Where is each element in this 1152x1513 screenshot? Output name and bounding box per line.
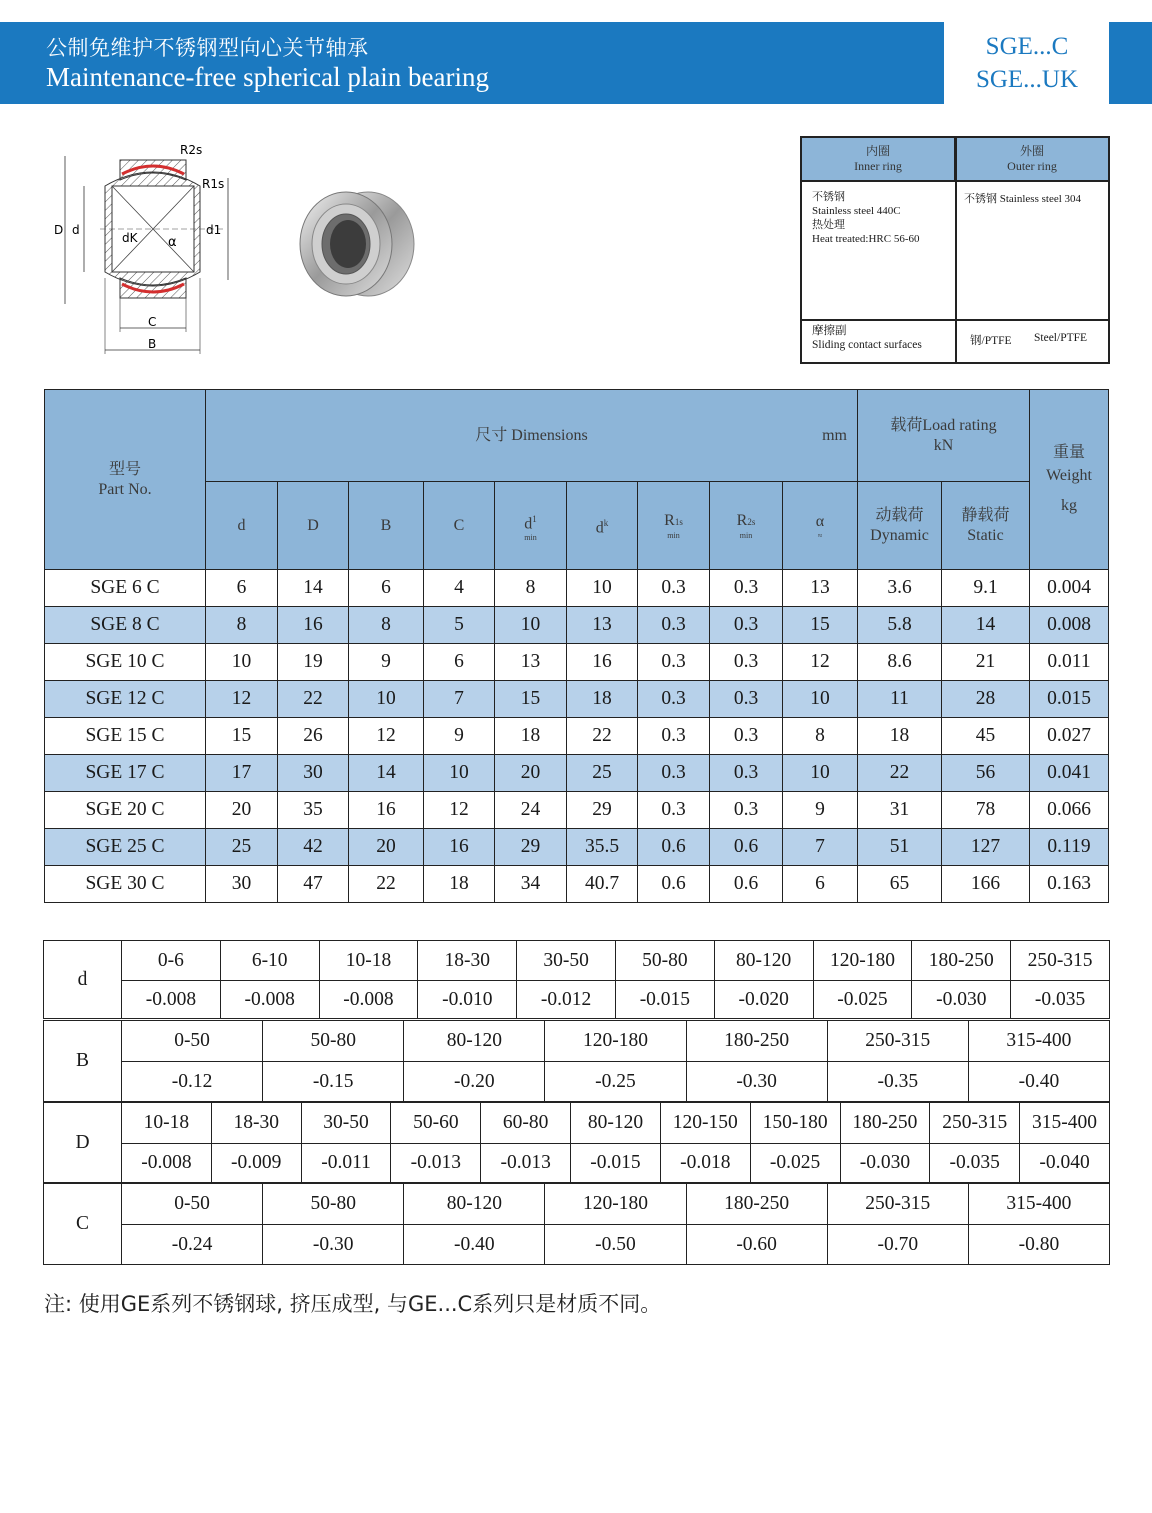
- table-cell: 6: [349, 570, 424, 607]
- table-cell: 12: [783, 644, 858, 681]
- part-number-cell: SGE 15 C: [45, 718, 206, 755]
- table-row: [45, 607, 1109, 644]
- tolerance-range-cell: 180-250: [686, 1184, 827, 1225]
- series-sge-uk: SGE...UK: [975, 66, 1079, 93]
- inner-ring-cn: 内圈: [865, 144, 890, 158]
- dimensions-label: 尺寸 Dimensions: [475, 426, 588, 444]
- tolerance-range-cell: 80-120: [404, 1021, 545, 1062]
- inner-mat-line: Stainless steel 440C: [812, 205, 901, 217]
- label-c: C: [148, 315, 157, 329]
- table-cell: 14: [278, 570, 349, 607]
- table-cell: 30: [278, 755, 349, 792]
- tolerance-range-cell: 0-6: [122, 941, 221, 981]
- tolerance-range-cell: 180-250: [912, 941, 1011, 981]
- outer-ring-header: [956, 138, 1108, 180]
- tolerance-table-d: [43, 940, 1110, 1019]
- part-number-cell: SGE 17 C: [45, 755, 206, 792]
- col-r2s-sup: 2s: [747, 517, 756, 527]
- tolerance-label: d: [44, 941, 122, 1019]
- tolerance-value-cell: -0.35: [827, 1062, 968, 1102]
- outer-ring-material: 不锈钢 Stainless steel 304: [964, 193, 1082, 205]
- tolerance-label: B: [44, 1021, 122, 1102]
- tolerance-value-cell: -0.035: [1011, 981, 1110, 1019]
- tolerance-value-row: [44, 1225, 1110, 1265]
- table-cell: 18: [495, 718, 567, 755]
- tolerance-value-cell: -0.30: [686, 1062, 827, 1102]
- sliding-cn: 摩擦副: [812, 325, 847, 337]
- tolerance-range-cell: 315-400: [1020, 1103, 1110, 1144]
- table-cell: 0.6: [638, 829, 710, 866]
- table-cell: 8: [495, 570, 567, 607]
- table-cell: 15: [783, 607, 858, 644]
- part-number-cell: SGE 30 C: [45, 866, 206, 903]
- table-cell: 0.3: [710, 792, 783, 829]
- table-cell: 0.004: [1030, 570, 1109, 607]
- table-cell: 9: [783, 792, 858, 829]
- weight-header: [1030, 390, 1109, 570]
- table-cell: 22: [349, 866, 424, 903]
- tolerance-range-row: [44, 1021, 1110, 1062]
- tolerance-value-cell: -0.010: [418, 981, 517, 1019]
- col-r1s-sub: min: [667, 531, 680, 540]
- table-cell: 34: [495, 866, 567, 903]
- tolerance-value-cell: -0.030: [840, 1144, 930, 1183]
- tolerance-value-row: [44, 1062, 1110, 1102]
- table-cell: 13: [567, 607, 638, 644]
- static-cn: 静载荷: [961, 506, 1010, 524]
- tolerance-range-cell: 250-315: [1011, 941, 1110, 981]
- table-cell: 10: [206, 644, 278, 681]
- tolerance-range-cell: 18-30: [211, 1103, 301, 1144]
- tolerance-range-cell: 250-315: [827, 1184, 968, 1225]
- table-cell: 22: [567, 718, 638, 755]
- col-outer-d: D: [278, 482, 349, 570]
- tolerance-range-cell: 10-18: [319, 941, 418, 981]
- tolerance-value-cell: -0.025: [750, 1144, 840, 1183]
- tolerance-range-cell: 10-18: [122, 1103, 212, 1144]
- tolerance-value-cell: -0.011: [301, 1144, 391, 1183]
- table-cell: 0.3: [638, 792, 710, 829]
- table-cell: 28: [942, 681, 1030, 718]
- outer-ring-cn: 外圈: [1019, 144, 1044, 158]
- tolerance-range-cell: 180-250: [840, 1103, 930, 1144]
- table-cell: 13: [495, 644, 567, 681]
- tolerance-range-row: [44, 1103, 1110, 1144]
- table-row: [45, 570, 1109, 607]
- tolerance-value-cell: -0.035: [930, 1144, 1020, 1183]
- outer-ring-en: Outer ring: [1007, 159, 1057, 173]
- tolerance-range-cell: 80-120: [714, 941, 813, 981]
- table-cell: 15: [206, 718, 278, 755]
- col-r2s-label: R: [736, 512, 748, 529]
- tolerance-range-cell: 80-120: [571, 1103, 661, 1144]
- label-outer-d: D: [54, 223, 64, 237]
- table-row: [45, 718, 1109, 755]
- table-cell: 78: [942, 792, 1030, 829]
- table-cell: 9.1: [942, 570, 1030, 607]
- col-r1s: [638, 482, 710, 570]
- bearing-cross-section-drawing: [50, 138, 280, 360]
- table-cell: 14: [349, 755, 424, 792]
- inner-mat-line: 热处理: [812, 219, 845, 231]
- table-cell: 0.3: [710, 570, 783, 607]
- table-cell: 16: [567, 644, 638, 681]
- table-cell: 8: [783, 718, 858, 755]
- table-cell: 24: [495, 792, 567, 829]
- table-cell: 5.8: [858, 607, 942, 644]
- part-no-en: Part No.: [98, 480, 152, 498]
- table-cell: 6: [424, 644, 495, 681]
- sliding-surfaces-label: [812, 324, 922, 352]
- table-cell: 25: [567, 755, 638, 792]
- tolerance-range-cell: 50-80: [615, 941, 714, 981]
- dimensions-table-body: [45, 570, 1109, 903]
- table-cell: 3.6: [858, 570, 942, 607]
- table-cell: 10: [783, 681, 858, 718]
- label-r2s: R2s: [180, 143, 203, 157]
- tolerance-label: C: [44, 1184, 122, 1265]
- label-b: B: [148, 337, 157, 351]
- right-accent-bar: [1109, 22, 1152, 104]
- tolerance-range-cell: 18-30: [418, 941, 517, 981]
- table-cell: 16: [349, 792, 424, 829]
- table-cell: 0.6: [710, 829, 783, 866]
- dimensions-table: [44, 389, 1109, 903]
- table-cell: 16: [278, 607, 349, 644]
- tolerance-value-cell: -0.015: [615, 981, 714, 1019]
- table-cell: 8.6: [858, 644, 942, 681]
- table-cell: 10: [424, 755, 495, 792]
- tolerance-value-cell: -0.12: [122, 1062, 263, 1102]
- table-cell: 7: [424, 681, 495, 718]
- dynamic-en: Dynamic: [870, 526, 929, 544]
- tolerance-value-cell: -0.70: [827, 1225, 968, 1265]
- dynamic-cn: 动载荷: [875, 506, 924, 524]
- part-number-cell: SGE 6 C: [45, 570, 206, 607]
- col-r1s-label: R: [664, 512, 675, 529]
- table-cell: 18: [858, 718, 942, 755]
- series-label: [952, 22, 1102, 104]
- table-cell: 6: [783, 866, 858, 903]
- tolerance-value-cell: -0.008: [319, 981, 418, 1019]
- tolerance-value-cell: -0.008: [122, 981, 221, 1019]
- tolerance-range-cell: 50-80: [263, 1021, 404, 1062]
- table-cell: 35.5: [567, 829, 638, 866]
- table-cell: 51: [858, 829, 942, 866]
- tolerance-label: D: [44, 1103, 122, 1183]
- col-r2s: [710, 482, 783, 570]
- tolerance-range-cell: 315-400: [968, 1021, 1109, 1062]
- tolerance-value-cell: -0.40: [968, 1062, 1109, 1102]
- table-cell: 0.011: [1030, 644, 1109, 681]
- col-b: B: [349, 482, 424, 570]
- inner-mat-line: Heat treated:HRC 56-60: [812, 233, 920, 245]
- label-dk: dK: [122, 231, 138, 245]
- table-cell: 4: [424, 570, 495, 607]
- table-cell: 5: [424, 607, 495, 644]
- table-cell: 20: [495, 755, 567, 792]
- divider: [955, 138, 957, 362]
- table-cell: 22: [278, 681, 349, 718]
- table-cell: 16: [424, 829, 495, 866]
- tolerance-range-cell: 60-80: [481, 1103, 571, 1144]
- table-cell: 47: [278, 866, 349, 903]
- col-d1-sup: 1: [532, 513, 537, 524]
- bearing-photo: [290, 178, 420, 308]
- table-cell: 12: [206, 681, 278, 718]
- part-no-cn: 型号: [108, 460, 141, 478]
- part-number-cell: SGE 10 C: [45, 644, 206, 681]
- col-dk: [567, 482, 638, 570]
- tolerance-range-row: [44, 941, 1110, 981]
- inner-mat-line: 不锈钢: [812, 191, 845, 203]
- tolerance-range-cell: 50-80: [263, 1184, 404, 1225]
- footnote: 注: 使用GE系列不锈钢球, 挤压成型, 与GE...C系列只是材质不同。: [44, 1292, 662, 1316]
- tolerance-range-cell: 120-180: [545, 1021, 686, 1062]
- table-cell: 15: [495, 681, 567, 718]
- table-cell: 0.041: [1030, 755, 1109, 792]
- sliding-en: Sliding contact surfaces: [812, 339, 922, 351]
- table-cell: 8: [206, 607, 278, 644]
- col-dk-label: d: [595, 519, 604, 537]
- table-cell: 31: [858, 792, 942, 829]
- tolerance-value-cell: -0.013: [391, 1144, 481, 1183]
- table-cell: 6: [206, 570, 278, 607]
- tolerance-value-cell: -0.15: [263, 1062, 404, 1102]
- label-r1s: R1s: [202, 177, 225, 191]
- tolerance-value-cell: -0.015: [571, 1144, 661, 1183]
- tolerance-table-c: [43, 1183, 1110, 1265]
- table-cell: 8: [349, 607, 424, 644]
- materials-table: [800, 136, 1110, 364]
- table-cell: 17: [206, 755, 278, 792]
- table-cell: 0.3: [638, 644, 710, 681]
- table-cell: 0.027: [1030, 718, 1109, 755]
- tolerance-value-cell: -0.30: [263, 1225, 404, 1265]
- part-no-header: [45, 390, 206, 570]
- table-cell: 12: [424, 792, 495, 829]
- col-r2s-sub: min: [739, 531, 753, 540]
- title-english: Maintenance-free spherical plain bearing: [46, 62, 490, 92]
- table-cell: 40.7: [567, 866, 638, 903]
- load-rating-header: [858, 390, 1030, 482]
- tolerance-value-cell: -0.020: [714, 981, 813, 1019]
- tolerance-value-cell: -0.20: [404, 1062, 545, 1102]
- tolerance-range-cell: 250-315: [930, 1103, 1020, 1144]
- inner-ring-material: [812, 190, 952, 246]
- load-rating-unit: kN: [933, 436, 954, 454]
- col-d: d: [206, 482, 278, 570]
- tolerance-range-cell: 315-400: [968, 1184, 1109, 1225]
- tolerance-range-cell: 120-180: [813, 941, 912, 981]
- tolerance-value-cell: -0.012: [517, 981, 616, 1019]
- table-cell: 26: [278, 718, 349, 755]
- table-cell: 0.3: [638, 570, 710, 607]
- table-cell: 30: [206, 866, 278, 903]
- tolerance-range-cell: 30-50: [301, 1103, 391, 1144]
- table-row: [45, 755, 1109, 792]
- dimensions-header: [206, 390, 858, 482]
- tolerance-value-cell: -0.008: [220, 981, 319, 1019]
- tolerance-range-cell: 50-60: [391, 1103, 481, 1144]
- table-cell: 35: [278, 792, 349, 829]
- table-cell: 0.119: [1030, 829, 1109, 866]
- table-cell: 9: [424, 718, 495, 755]
- table-row: [45, 792, 1109, 829]
- tolerance-range-cell: 6-10: [220, 941, 319, 981]
- table-cell: 0.6: [710, 866, 783, 903]
- tolerance-table-outer-d: [43, 1102, 1110, 1183]
- col-d1-label: d: [524, 515, 533, 533]
- table-cell: 19: [278, 644, 349, 681]
- table-cell: 0.3: [710, 755, 783, 792]
- tolerance-value-cell: -0.80: [968, 1225, 1109, 1265]
- tolerance-value-cell: -0.50: [545, 1225, 686, 1265]
- tolerance-value-cell: -0.25: [545, 1062, 686, 1102]
- col-alpha-sub: ≈: [817, 530, 823, 540]
- table-cell: 0.6: [638, 866, 710, 903]
- table-cell: 127: [942, 829, 1030, 866]
- sliding-material-en: Steel/PTFE: [1034, 332, 1088, 344]
- tolerance-value-cell: -0.009: [211, 1144, 301, 1183]
- table-cell: 9: [349, 644, 424, 681]
- load-rating-label: 载荷Load rating: [890, 416, 997, 434]
- table-cell: 56: [942, 755, 1030, 792]
- tolerance-range-cell: 120-150: [660, 1103, 750, 1144]
- tolerance-value-cell: -0.025: [813, 981, 912, 1019]
- table-cell: 14: [942, 607, 1030, 644]
- table-cell: 10: [349, 681, 424, 718]
- part-number-cell: SGE 12 C: [45, 681, 206, 718]
- table-cell: 0.3: [710, 681, 783, 718]
- sliding-material-cn: 钢/PTFE: [970, 335, 1012, 347]
- table-cell: 21: [942, 644, 1030, 681]
- table-cell: 7: [783, 829, 858, 866]
- tolerance-range-cell: 30-50: [517, 941, 616, 981]
- tolerance-value-cell: -0.40: [404, 1225, 545, 1265]
- inner-ring-header: [802, 138, 955, 180]
- table-cell: 0.3: [710, 718, 783, 755]
- table-cell: 0.3: [638, 681, 710, 718]
- table-cell: 18: [424, 866, 495, 903]
- table-cell: 20: [206, 792, 278, 829]
- tolerance-value-cell: -0.018: [660, 1144, 750, 1183]
- tolerance-value-row: [44, 1144, 1110, 1183]
- table-cell: 29: [495, 829, 567, 866]
- table-cell: 12: [349, 718, 424, 755]
- table-cell: 0.3: [638, 718, 710, 755]
- table-cell: 10: [783, 755, 858, 792]
- tolerance-value-cell: -0.013: [481, 1144, 571, 1183]
- label-bore-d: d: [72, 223, 80, 237]
- table-cell: 22: [858, 755, 942, 792]
- table-cell: 42: [278, 829, 349, 866]
- tolerance-value-cell: -0.040: [1020, 1144, 1110, 1183]
- col-alpha-label: α: [815, 512, 825, 530]
- table-cell: 25: [206, 829, 278, 866]
- series-sge-c: SGE...C: [985, 33, 1069, 60]
- inner-ring-en: Inner ring: [854, 159, 902, 173]
- tolerance-value-cell: -0.24: [122, 1225, 263, 1265]
- tolerance-range-cell: 0-50: [122, 1184, 263, 1225]
- table-cell: 29: [567, 792, 638, 829]
- col-d1: [495, 482, 567, 570]
- table-cell: 0.008: [1030, 607, 1109, 644]
- table-row: [45, 681, 1109, 718]
- table-cell: 10: [495, 607, 567, 644]
- tolerance-value-cell: -0.008: [122, 1144, 212, 1183]
- weight-cn: 重量: [1052, 444, 1085, 461]
- tolerance-range-cell: 150-180: [750, 1103, 840, 1144]
- tolerance-range-row: [44, 1184, 1110, 1225]
- table-cell: 166: [942, 866, 1030, 903]
- weight-unit: kg: [1061, 497, 1077, 514]
- table-cell: 65: [858, 866, 942, 903]
- table-cell: 10: [567, 570, 638, 607]
- part-number-cell: SGE 8 C: [45, 607, 206, 644]
- title-chinese: 公制免维护不锈钢型向心关节轴承: [46, 36, 369, 60]
- table-cell: 0.163: [1030, 866, 1109, 903]
- tolerance-range-cell: 0-50: [122, 1021, 263, 1062]
- part-number-cell: SGE 25 C: [45, 829, 206, 866]
- tolerance-value-row: [44, 981, 1110, 1019]
- tolerance-range-cell: 250-315: [827, 1021, 968, 1062]
- tolerance-value-cell: -0.030: [912, 981, 1011, 1019]
- col-alpha: [783, 482, 858, 570]
- table-cell: 0.3: [710, 607, 783, 644]
- title-banner: [0, 22, 944, 104]
- table-cell: 18: [567, 681, 638, 718]
- table-cell: 20: [349, 829, 424, 866]
- col-c: C: [424, 482, 495, 570]
- table-cell: 0.3: [710, 644, 783, 681]
- tolerance-range-cell: 180-250: [686, 1021, 827, 1062]
- static-en: Static: [967, 526, 1004, 544]
- label-d1: d1: [206, 223, 222, 237]
- table-cell: 13: [783, 570, 858, 607]
- table-cell: 0.3: [638, 755, 710, 792]
- label-alpha: α: [168, 235, 177, 250]
- col-r1s-sup: 1s: [674, 517, 683, 527]
- col-static: [942, 482, 1030, 570]
- tolerance-table-b: [43, 1020, 1110, 1102]
- tolerance-range-cell: 80-120: [404, 1184, 545, 1225]
- unit-label: mm: [822, 427, 847, 444]
- table-cell: 45: [942, 718, 1030, 755]
- table-row: [45, 829, 1109, 866]
- col-dk-sup: k: [603, 517, 609, 528]
- table-cell: 0.015: [1030, 681, 1109, 718]
- table-cell: 11: [858, 681, 942, 718]
- table-row: [45, 866, 1109, 903]
- col-dynamic: [858, 482, 942, 570]
- weight-en: Weight: [1046, 467, 1092, 484]
- col-d1-sub: min: [524, 533, 537, 543]
- tolerance-value-cell: -0.60: [686, 1225, 827, 1265]
- tolerance-range-cell: 120-180: [545, 1184, 686, 1225]
- table-row: [45, 644, 1109, 681]
- table-cell: 0.066: [1030, 792, 1109, 829]
- table-cell: 0.3: [638, 607, 710, 644]
- part-number-cell: SGE 20 C: [45, 792, 206, 829]
